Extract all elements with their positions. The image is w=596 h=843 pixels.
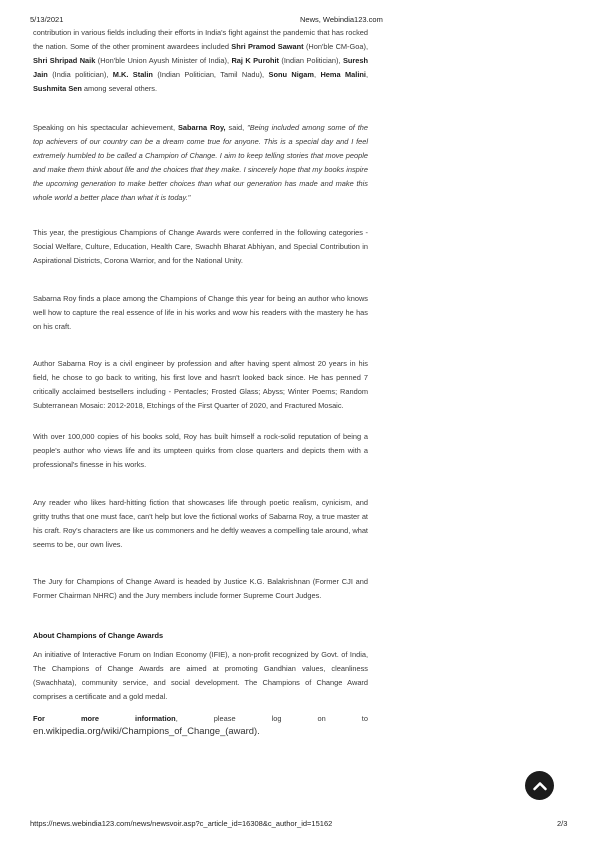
author-quote: "Being included among some of the top achievers of our country can be a dream come true for anyone. This is a special day and I feel extremely humbled to be called a Champion of Change. I aim to keep telling stories that move people and make them think about life and the choices that they make. I sincerely hope that my books inspire the upcoming generation to make better choices than what our generation has made and make this whole world a better place than what it is today.": [33, 123, 369, 202]
wikipedia-link[interactable]: en.wikipedia.org/wiki/Champions_of_Change_(award).: [33, 725, 260, 736]
page-number: 2/3: [557, 819, 568, 828]
paragraph-about: An initiative of Interactive Forum on Indian Economy (IFIE), a non-profit recognized by Govt. of India, The Champions of Change Awards are aimed at promoting Gandhian values, cleanliness (Swachhata), community service, and social development. The Champions of Change Award comprises a certificate and a gold medal.: [33, 650, 368, 701]
paragraph-reader-appeal: Any reader who likes hard-hitting fiction that showcases life through poetic realism, cynicism, and gritty truths that one must face, can't help but love the fictional works of Sabarna Roy, a true master at his craft. Roy's characters are like us commoners and he deftly weaves a compelling tale around, what seems to be, our own lives.: [33, 498, 368, 549]
awardee-name: M.K. Stalin: [112, 70, 153, 79]
awardee-name: Shri Pramod Sawant: [231, 42, 304, 51]
paragraph-books-sold: With over 100,000 copies of his books sold, Roy has built himself a rock-solid reputation of being a people's author who views life and its umpteen quirks from close quarters and depicts them with a professional's finesse in his works.: [33, 432, 368, 469]
paragraph-jury: The Jury for Champions of Change Award is headed by Justice K.G. Balakrishnan (Former CJI and Former Chairman NHRC) and the Jury members include former Supreme Court Judges.: [33, 577, 368, 600]
page-title: News, Webindia123.com: [300, 15, 383, 24]
awardee-name: Suresh Jain: [33, 56, 369, 79]
paragraph-categories: This year, the prestigious Champions of Change Awards were conferred in the following categories - Social Welfare, Culture, Education, Health Care, Swachh Bharat Abhiyan, and Special Contribution in Aspirational Districts, Corona Warrior, and for the National Unity.: [33, 228, 368, 265]
awardee-name: Shri Shripad Naik: [33, 56, 96, 65]
print-date: 5/13/2021: [30, 15, 64, 24]
awardee-name: Sonu Nigam: [268, 70, 314, 79]
awardee-name: Sushmita Sen: [33, 84, 82, 93]
author-name: Sabarna Roy,: [177, 123, 226, 132]
page-url: https://news.webindia123.com/news/newsvoir.asp?c_article_id=16308&c_author_id=15162: [30, 819, 333, 828]
more-info-line: For more information, please log on to: [33, 714, 368, 723]
chevron-up-icon: [532, 778, 548, 794]
scroll-to-top-button[interactable]: [525, 771, 554, 800]
awardee-name: Raj K Purohit: [231, 56, 279, 65]
paragraph-awardees: contribution in various fields including their efforts in India's fight against the pandemic that has rocked the nation. Some of the other prominent awardees included Shri Pramod Sawant (Hon'ble CM-Goa), Shri Shripad Naik (Hon'ble Union Ayush Minister of India), Raj K Purohit (Indian Politician), Suresh Jain (India politician), M.K. Stalin (Indian Politician, Tamil Nadu), Sonu Nigam, Hema Malini, Sushmita Sen among several others.: [33, 28, 369, 93]
about-heading: About Champions of Change Awards: [33, 631, 164, 640]
paragraph-author-bio: Author Sabarna Roy is a civil engineer by profession and after having spent almost 20 years in his field, he chose to go back to writing, his first love and hasn't looked back since. He has penned 7 critically acclaimed bestsellers including - Pentacles; Frosted Glass; Abyss; Winter Poems; Random Subterranean Mosaic: 2012-2018, Etchings of the First Quarter of 2020, and Fractured Mosaic.: [33, 359, 368, 410]
paragraph-quote: Speaking on his spectacular achievement, Sabarna Roy, said, "Being included among some of the top achievers of our country can be a dream come true for anyone. This is a special day and I feel extremely humbled to be called a Champion of Change. I aim to keep telling stories that move people and make them think about life and the choices that they make. I sincerely hope that my books inspire the upcoming generation to make better choices than what our generation has made and make this whole world a better place than what it is today.": [33, 123, 369, 202]
paragraph-author-place: Sabarna Roy finds a place among the Champions of Change this year for being an author who knows well how to capture the real essence of life in his works and wow his readers with the mastery he has on his craft.: [33, 294, 368, 331]
awardee-name: Hema Malini: [320, 70, 366, 79]
